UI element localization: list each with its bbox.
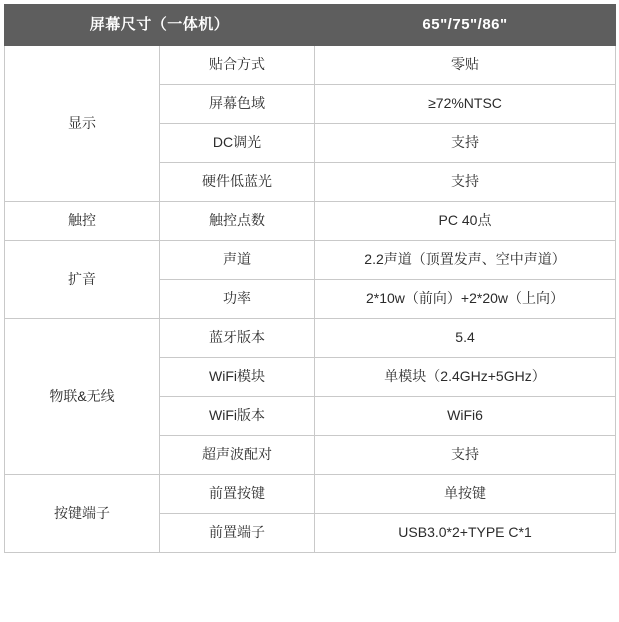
item-cell-dc-dimming: DC调光 xyxy=(160,124,315,163)
group-cell-display: 显示 xyxy=(5,46,160,202)
value-cell-color-gamut: ≥72%NTSC xyxy=(315,85,616,124)
item-cell-bonding: 贴合方式 xyxy=(160,46,315,85)
value-cell-wifi-module: 单模块（2.4GHz+5GHz） xyxy=(315,358,616,397)
item-cell-wifi-module: WiFi模块 xyxy=(160,358,315,397)
item-cell-bluetooth-version: 蓝牙版本 xyxy=(160,319,315,358)
item-cell-power: 功率 xyxy=(160,280,315,319)
value-cell-ultrasonic-pairing: 支持 xyxy=(315,436,616,475)
header-size-values: 65"/75"/86" xyxy=(315,5,616,46)
table-header xyxy=(5,5,616,46)
group-cell-buttons-ports: 按键端子 xyxy=(5,475,160,553)
table-row xyxy=(5,241,616,280)
table-row xyxy=(5,46,616,85)
item-cell-touch-points: 触控点数 xyxy=(160,202,315,241)
item-cell-front-buttons: 前置按键 xyxy=(160,475,315,514)
value-cell-bonding: 零贴 xyxy=(315,46,616,85)
value-cell-wifi-version: WiFi6 xyxy=(315,397,616,436)
item-cell-color-gamut: 屏幕色域 xyxy=(160,85,315,124)
item-cell-front-ports: 前置端子 xyxy=(160,514,315,553)
item-cell-channels: 声道 xyxy=(160,241,315,280)
group-cell-audio: 扩音 xyxy=(5,241,160,319)
value-cell-power: 2*10w（前向）+2*20w（上向） xyxy=(315,280,616,319)
specification-table xyxy=(4,4,616,553)
table-row xyxy=(5,475,616,514)
group-cell-touch: 触控 xyxy=(5,202,160,241)
value-cell-front-buttons: 单按键 xyxy=(315,475,616,514)
value-cell-channels: 2.2声道（顶置发声、空中声道） xyxy=(315,241,616,280)
header-screen-size: 屏幕尺寸（一体机） xyxy=(5,5,315,46)
item-cell-low-blue-light: 硬件低蓝光 xyxy=(160,163,315,202)
group-cell-iot-wireless: 物联&无线 xyxy=(5,319,160,475)
value-cell-low-blue-light: 支持 xyxy=(315,163,616,202)
item-cell-wifi-version: WiFi版本 xyxy=(160,397,315,436)
value-cell-dc-dimming: 支持 xyxy=(315,124,616,163)
table-header-row xyxy=(5,5,616,46)
value-cell-bluetooth-version: 5.4 xyxy=(315,319,616,358)
value-cell-front-ports: USB3.0*2+TYPE C*1 xyxy=(315,514,616,553)
value-cell-touch-points: PC 40点 xyxy=(315,202,616,241)
item-cell-ultrasonic-pairing: 超声波配对 xyxy=(160,436,315,475)
table-row xyxy=(5,319,616,358)
table-row xyxy=(5,202,616,241)
table-body xyxy=(5,46,616,553)
